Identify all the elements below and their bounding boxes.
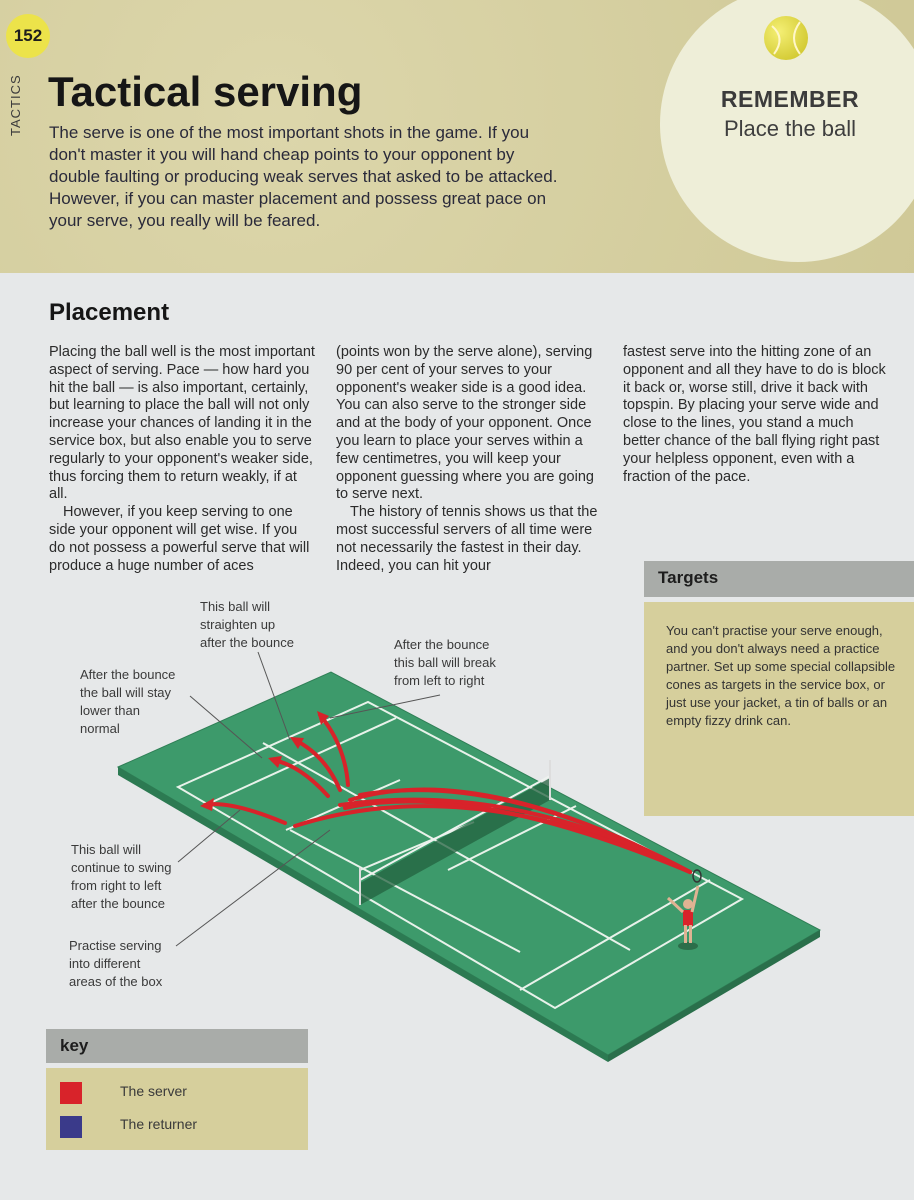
placement-column-1: [49, 344, 317, 575]
page-number-badge: 152: [6, 14, 50, 58]
server-swatch: [60, 1082, 82, 1104]
paragraph: Placing the ball well is the most important aspect of serving. Pace — how hard you hit the ball — is also important, certainly, but learning to place the ball will not only increase your chances of landing it in the service box, but also enable you to serve regularly to your opponent's weaker side, thus forcing them to return weakly, if at all.: [49, 344, 315, 503]
callout-straighten: This ball will straighten up after the bounce: [200, 599, 294, 650]
key-legend: [46, 1068, 308, 1150]
section-tab: TACTICS: [8, 74, 23, 136]
placement-column-2: [336, 344, 604, 575]
returner-label: The returner: [120, 1116, 198, 1132]
paragraph: However, if you keep serving to one side your opponent will get wise. If you do not possess a powerful serve that will produce a huge number of aces: [49, 504, 310, 574]
server-label: The server: [120, 1083, 187, 1099]
placement-column-3: [623, 344, 891, 486]
callout-break: After the bounce this ball will break from left to right: [394, 637, 496, 688]
remember-text: Place the ball: [723, 116, 857, 141]
tennis-ball-icon: [764, 16, 808, 60]
targets-text: You can't practise your serve enough, and you don't always need a practice partner. Set up some special collapsible cones as targets in the service box, or just use your jacket, a tin of balls or an empty fizzy drink can.: [644, 602, 914, 816]
paragraph: (points won by the serve alone), serving 90 per cent of your serves to your opponent's weaker side is a good idea. You can also serve to the stronger side and at the body of your opponent. Once you learn to place your serves within a few centimetres, you will keep your opponent guessing where you are going to serve next.: [336, 344, 594, 503]
paragraph: fastest serve into the hitting zone of an opponent and all they have to do is block it back or, worse still, drive it back with topspin. By placing your serve wide and close to the lines, you stand a much better chance of the ball flying right past your helpless opponent, even with a fraction of the pace.: [623, 344, 886, 485]
callout-practise: Practise serving into different areas of the box: [69, 938, 163, 989]
paragraph: The history of tennis shows us that the most successful servers of all time were not necessarily the fastest in their day. Indeed, you can hit your: [336, 504, 598, 574]
callout-swing: This ball will continue to swing from right to left after the bounce: [71, 842, 172, 911]
key-heading: key: [46, 1029, 308, 1063]
callout-stay-low: After the bounce the ball will stay lower than normal: [80, 667, 176, 736]
remember-label: REMEMBER: [720, 86, 860, 112]
targets-heading: Targets: [644, 561, 914, 597]
placement-heading: Placement: [49, 299, 170, 326]
returner-swatch: [60, 1116, 82, 1138]
intro-paragraph: The serve is one of the most important shots in the game. If you don't master it you will hand cheap points to your opponent by double faulting or producing weak serves that asked to be attacked. However, if you can master placement and possess great pace on your serve, you really will be feared.: [49, 123, 558, 230]
page-title: Tactical serving: [48, 68, 363, 115]
